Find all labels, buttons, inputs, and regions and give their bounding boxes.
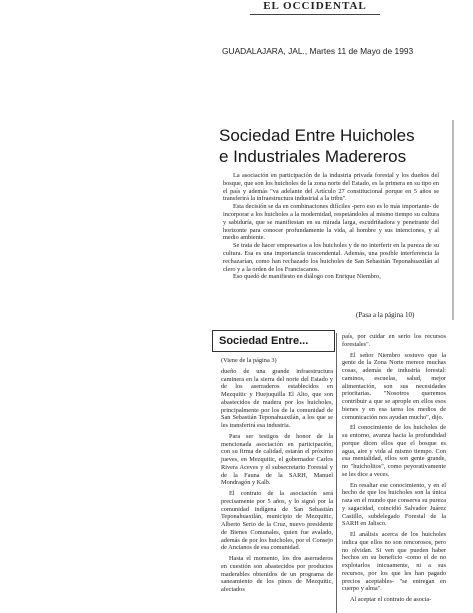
continuation-title-box <box>212 330 335 352</box>
column-paragraph: En resaltar ese conocimiento, y en el hecho de que los huicholes son la única raza en el mundo que conserva su pureza y sagacidad, coincidió Salvador Juárez Castillo, subdelegado Forestal de la SARH en Jalisco. <box>342 481 446 528</box>
column-paragraph: El contrato de la asociación será precisamente por 5 años, y lo signó por la comunidad indígena de San Sebastián Teponahuaxtlán, municipio de Mezquitic, Alberto Serio de la Cruz, nuevo presidente de Bienes Comunales, quien fue avalado, además de por los huicholes, por el Consejo de Ancianos de esa comunidad. <box>221 490 333 552</box>
continued-from-note: (Viene de la página 3) <box>221 357 277 364</box>
article-paragraph: Esta decisión se da en combinaciones difíciles -pero eso es lo más importante- de incorporar a los huicholes a la modernidad, respetándoles al mismo tiempo su cultura y sabiduría, que se manifiestan en su mirada larga, escudriñadora y penetrante del horizonte para conocer profundamente la vida, al hombre y sus intenciones, y al medio ambiente. <box>223 203 439 242</box>
column-divider <box>336 333 337 613</box>
headline-line-1: Sociedad Entre Huicholes <box>219 126 415 145</box>
article-body <box>223 172 439 281</box>
column-paragraph: El conocimiento de los huicholes de su entorno, avanza hacia la profundidad porque dicen ellos que el bosque es agua, aire y vida al mismo tiempo. Con esa mentalidad, ellos son gente grande, no "huicholitos", como peyorativamente se les dice a veces. <box>342 424 446 478</box>
column-paragraph: El análisis acerca de los huicholes indica que ellos no son rencorosos, pero no olvidan. Si ven que pueden haber hechos en su beneficio -como el de no explotarlos inicuamente, ni a sus recursos, por los que les han pagado precios aceptables- "se entregan en cuerpo y alma". <box>342 531 446 593</box>
dateline: GUADALAJARA, JAL., Martes 11 de Mayo de 1993 <box>222 46 414 56</box>
column-paragraph: El señor Niembro sostuvo que la gente de la Zona Norte merece muchas cosas, además de industria forestal: caminos, escuelas, salud, mejor alimentación, son sus necesidades prioritarias. "Nosotros queremos contribuir a que se aprople en ellos esos bienes y en esa tarea los medios de comunicación nos ayudan mucho", dijo. <box>342 351 446 421</box>
column-paragraph: país, por cuidar en serio los recursos forestales". <box>342 333 446 348</box>
continuation-title: Sociedad Entre... <box>219 335 309 347</box>
article-paragraph: Se trata de hacer empresarios a los huicholes y de no interferir en la pureza de su cultura. Esa es una importancia trascendental. Además, una posible interferencia la rechazarían, como han rechazado los huicholes de San Sebastián Teponahuaxtlán al clero y a la orden de los Franciscanos. <box>223 242 439 273</box>
column-paragraph: Hasta el momento, los dos aserraderos en cuestión son abastecidos por productos maderables obtenidos de un programa de saneamiento de los pinos de Mezquitic, afectados <box>221 555 333 593</box>
continued-on-note: (Pasa a la página 10) <box>356 311 415 319</box>
article-paragraph: Eso quedó de manifiesto en diálogo con Enrique Niembro, <box>233 273 381 281</box>
newspaper-masthead: EL OCCIDENTAL <box>250 0 380 15</box>
column-paragraph: Para ser testigos de honor de la mencionada asociación en participación, con su firma de calidad, estarán el próximo jueves, en Mezquitic, el gobernador Carlos Rivera Aceves y el subsecretario Forestal y de la Fauna de la SARH, Manuel Mondragón y Kalb. <box>221 432 333 487</box>
continuation-right-column <box>342 333 446 607</box>
article-paragraph: La asociación en participación de la industria privada forestal y los dueños del bosque, que son los huicholes de la zona norte del Estado, es la primera en su tipo en el país y además "va adelante del Artículo 27 constitucional porque en 5 años se transferirá la infraestructura industrial a la tribu". <box>223 172 439 203</box>
column-paragraph: dueño de una grande infraestructura caminera en la sierra del norte del Estado y de los aserraderos establecidos en Mezquitic y Huejuquilla El Alto, que son abastecidos de madera por los huicholes, principalmente por los de la comunidad de San Sebastián Teponahuaxtlán, a los que se les transferirá esa industria. <box>221 367 333 429</box>
column-paragraph: Al aceptar el contrato de asocia- <box>350 596 432 603</box>
headline-line-2: e Industriales Madereros <box>219 147 407 166</box>
continuation-left-column <box>221 357 333 597</box>
page-edge <box>452 120 454 320</box>
